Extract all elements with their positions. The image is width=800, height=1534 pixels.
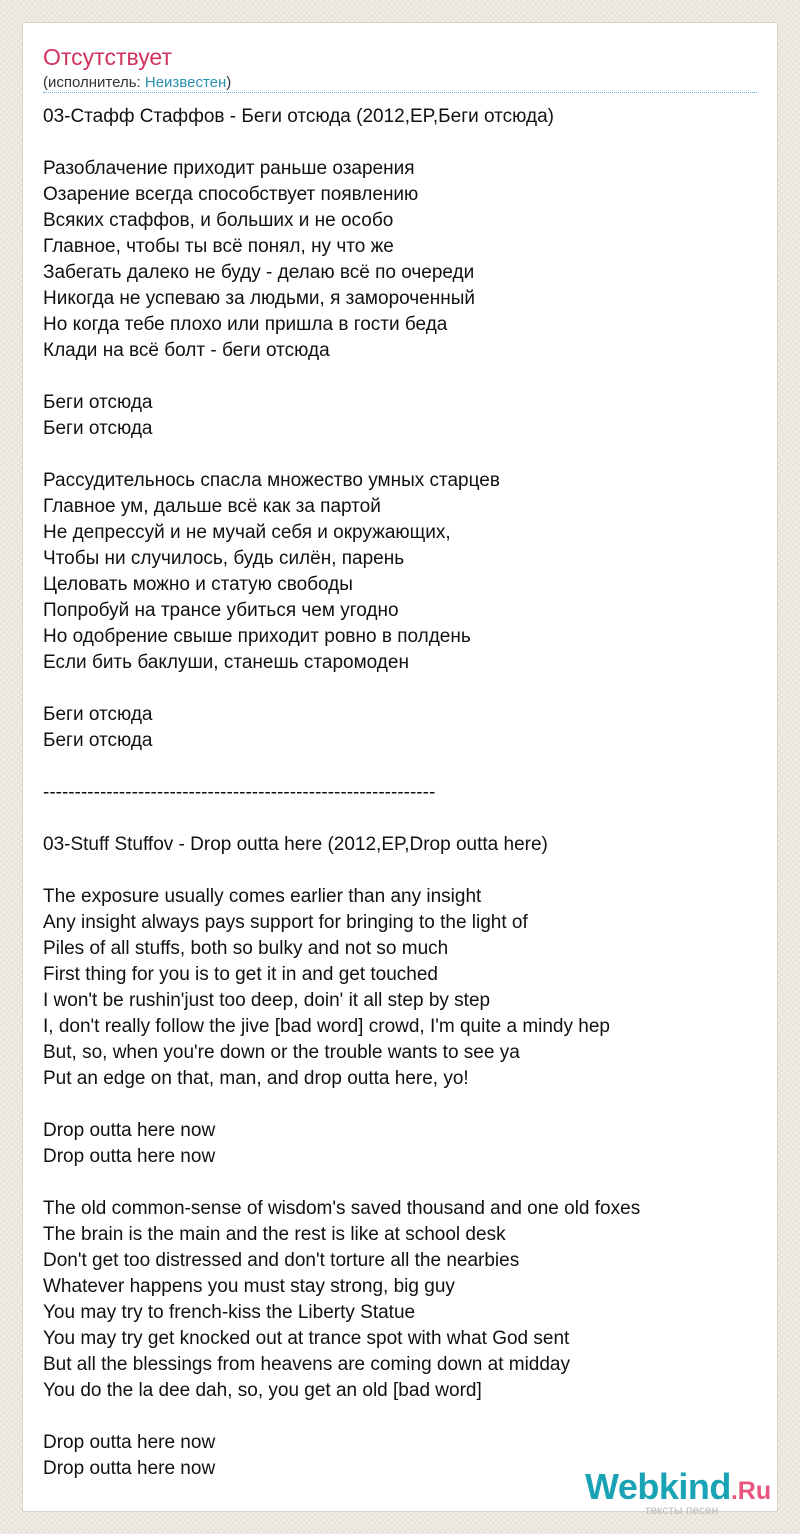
lyric-line: I won't be rushin'just too deep, doin' it all step by step (43, 990, 491, 1011)
site-logo[interactable] (585, 1466, 785, 1517)
lyrics-text (43, 104, 763, 1482)
lyric-line: First thing for you is to get it in and get touched (43, 964, 439, 985)
lyric-line: But all the blessings from heavens are coming down at midday (43, 1354, 570, 1375)
lyric-line: Drop outta here now (43, 1146, 216, 1167)
lyric-line: Чтобы ни случилось, будь силён, парень (43, 548, 405, 569)
lyric-line: Put an edge on that, man, and drop outta here, yo! (43, 1068, 469, 1089)
lyric-blank-line (43, 1404, 763, 1430)
lyric-line: Клади на всё болт - беги отсюда (43, 340, 330, 361)
logo-tagline: тексты песен (645, 1503, 719, 1517)
lyric-line: Целовать можно и статую свободы (43, 574, 353, 595)
artist-suffix: ) (226, 74, 232, 91)
lyric-line: Беги отсюда (43, 704, 153, 725)
artist-line (43, 73, 231, 93)
lyric-line: The old common-sense of wisdom's saved thousand and one old foxes (43, 1198, 641, 1219)
lyric-blank-line (43, 806, 763, 832)
lyric-blank-line (43, 442, 763, 468)
song-title: Отсутствует (43, 44, 172, 70)
lyric-line: Никогда не успеваю за людьми, я замороченный (43, 288, 475, 309)
lyric-line: Any insight always pays support for bringing to the light of (43, 912, 528, 933)
lyric-line: Главное, чтобы ты всё понял, ну что же (43, 236, 394, 257)
lyric-line: Попробуй на трансе убиться чем угодно (43, 600, 399, 621)
title-divider (43, 92, 757, 93)
lyric-line: Drop outta here now (43, 1432, 216, 1453)
lyric-line: Рассудительнось спасла множество умных старцев (43, 470, 500, 491)
lyric-line: Беги отсюда (43, 418, 153, 439)
lyric-line: The exposure usually comes earlier than any insight (43, 886, 482, 907)
lyric-line: You do the la dee dah, so, you get an old [bad word] (43, 1380, 482, 1401)
lyric-blank-line (43, 1170, 763, 1196)
artist-link[interactable]: Неизвестен (144, 74, 227, 91)
lyric-line: 03-Стафф Стаффов - Беги отсюда (2012,EP,Беги отсюда) (43, 106, 554, 127)
lyric-line: Всяких стаффов, и больших и не особо (43, 210, 394, 231)
lyric-line: Не депрессуй и не мучай себя и окружающих, (43, 522, 451, 543)
lyric-blank-line (43, 1092, 763, 1118)
lyric-line: Главное ум, дальше всё как за партой (43, 496, 381, 517)
lyric-line: Но когда тебе плохо или пришла в гости беда (43, 314, 448, 335)
lyric-line: Piles of all stuffs, both so bulky and not so much (43, 938, 449, 959)
lyric-line: Беги отсюда (43, 730, 153, 751)
lyric-blank-line (43, 754, 763, 780)
lyric-line: 03-Stuff Stuffov - Drop outta here (2012,EP,Drop outta here) (43, 834, 548, 855)
lyric-line: You may try get knocked out at trance spot with what God sent (43, 1328, 570, 1349)
lyric-line: Если бить баклуши, станешь старомоден (43, 652, 409, 673)
lyric-line: I, don't really follow the jive [bad word] crowd, I'm quite a mindy hep (43, 1016, 610, 1037)
lyric-line: You may try to french-kiss the Liberty Statue (43, 1302, 416, 1323)
lyric-line: Whatever happens you must stay strong, big guy (43, 1276, 455, 1297)
lyric-line: Разоблачение приходит раньше озарения (43, 158, 415, 179)
lyric-line: But, so, when you're down or the trouble wants to see ya (43, 1042, 520, 1063)
lyric-blank-line (43, 364, 763, 390)
lyric-line: -------------------------------------------------------------- (43, 782, 436, 803)
artist-prefix: (исполнитель: (43, 74, 145, 91)
lyric-line: Забегать далеко не буду - делаю всё по очереди (43, 262, 475, 283)
lyric-blank-line (43, 676, 763, 702)
logo-domain: .Ru (730, 1477, 772, 1505)
lyric-line: Drop outta here now (43, 1120, 216, 1141)
lyric-line: The brain is the main and the rest is like at school desk (43, 1224, 506, 1245)
lyric-line: Озарение всегда способствует появлению (43, 184, 419, 205)
lyric-line: Но одобрение свыше приходит ровно в полдень (43, 626, 471, 647)
lyric-line: Drop outta here now (43, 1458, 216, 1479)
logo-name: Webkind (585, 1466, 731, 1507)
lyric-blank-line (43, 858, 763, 884)
lyric-blank-line (43, 130, 763, 156)
lyric-line: Беги отсюда (43, 392, 153, 413)
lyric-line: Don't get too distressed and don't torture all the nearbies (43, 1250, 520, 1271)
lyrics-card (22, 22, 778, 1517)
